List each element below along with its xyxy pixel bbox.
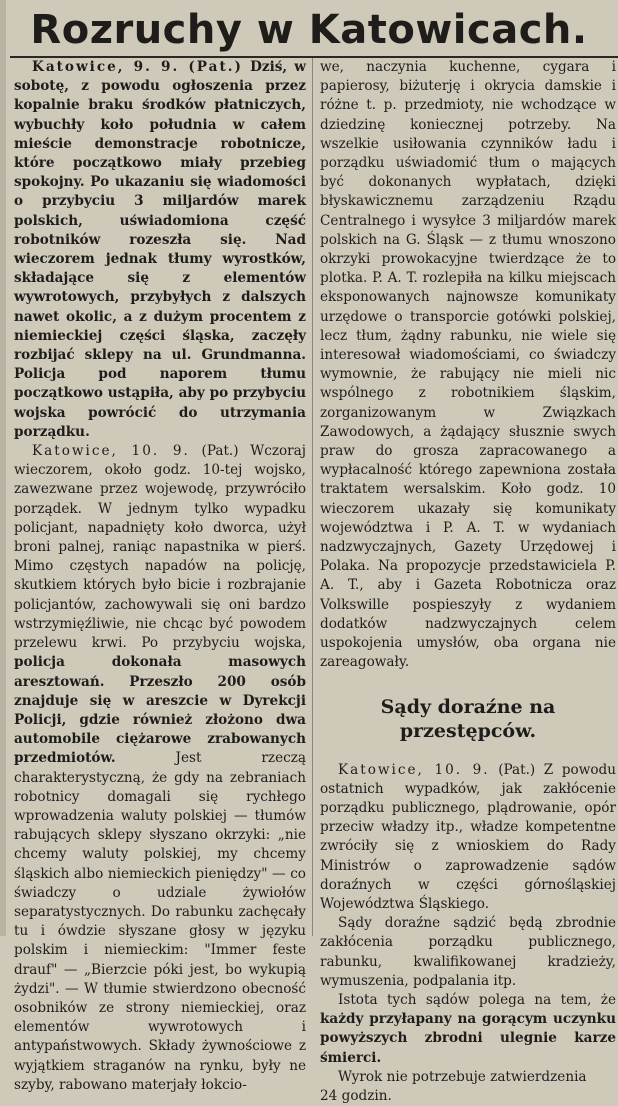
page-edge <box>0 0 6 936</box>
arrests-bold-text: policja dokonała masowych aresztowań. Przeszło 200 osób znajduje się w areszcie w Dyrekcji Policji, gdzie również złożono dwa automobile ciężarowe zrabowanych przedmiotów. <box>14 654 306 767</box>
dateline: Katowice, 10. 9. <box>338 761 490 778</box>
dateline: Katowice, 10. 9. <box>32 443 190 460</box>
agency-tag: (Pat.) <box>201 443 239 460</box>
paragraph-text: Wyrok nie potrzebuje zatwierdzenia <box>338 1068 587 1085</box>
paragraph-verdict-tail: 24 godzin. <box>320 1087 392 1104</box>
dateline: Katowice, 9. 9. (Pat.) <box>32 59 243 75</box>
paragraph-army-restores-order <box>14 442 306 1095</box>
paragraph-text: Istota tych sądów polega na tem, że <box>338 991 616 1008</box>
column-right <box>320 58 616 1104</box>
paragraph-continuation: we, naczynia kuchenne, cygara i papierosy, biżuterję i okrycia damskie i różne t. p. przedmioty, nie wchodzące w dziedzinę koniecznej potrzeby. Na wszelkie usiłowania czynników ładu i porządku uświadomić tłum o mających być dokonanych wypłatach, dzięki błyskawicznemu zarządzeniu Rządu Centralnego i wysyłce 3 miljardów marek polskich na G. Śląsk — z tłumu wnoszono okrzyki prowokacyjne twierdzące że to plotka. P. A. T. rozlepiła na kilku miejscach eksponowanych najnowsze komunikaty urzędowe o transporcie gotówki polskiej, lecz tłum, żądny rabunku, nie wiele się interesował wiadomościami, co świadczy wymownie, że rabujący nie mieli nic wspólnego z robotnikiem śląskim, zorganizowanym w Związkach Zawodowych, a żądający słusznie swych praw do grosza zapracowanego a wypłacalność którego zapewniona została traktatem wersalskim. Koło godz. 10 wieczorem ukazały się komunikaty województwa i P. A. T. w wydaniach nadzwyczajnych, Gazety Urzędowej i Polaka. Na propozycje przedstawiciela P. A. T., aby i Gazeta Robotnicza oraz Volkswille pospieszyły z wydaniem dodatków nadzwyczajnych celem uspokojenia umysłów, oba organa nie zareagowały. <box>320 59 616 671</box>
death-penalty-bold-text: każdy przyłapany na gorącym uczynku powyższych zbrodni ulegnie karze śmierci. <box>320 1011 616 1066</box>
paragraph-death-penalty <box>320 991 616 1068</box>
paragraph-text-continued: Jest rzeczą charakterystyczną, że gdy na zebraniach robotnicy domagali się rychłego wprowadzenia waluty polskiej — tłumów rabujących sklepy słyszano okrzyki: „nie chcemy waluty polskiej, my chcemy śląskich albo niemieckich pieniędzy" — co świadczy o udziale żywiołów separatystycznych. Do rabunku zachęcały tu i ówdzie słyszane głosy w języku polskim i niemieckim: "Immer feste drauf" — „Bierzcie póki jest, bo wykupią żydzi". — W tłumie stwierdzono obecność osobników ze strony niemieckiej, oraz elementów wywrotowych i antypaństwowych. Składy żywnościowe z wyjątkiem straganów na rynku, były ne szyby, rabowano materjały łokcio- <box>14 750 306 1093</box>
paragraph-text: Z powodu ostatnich wypadków, jak zakłócenie porządku publicznego, plądrowanie, opór przeciw władzy itp., władze kompetentne zwróciły się z wnioskiem do Rady Ministrów o zaprowadzenie sądów doraźnych w części górnośląskiej Województwa Śląskiego. <box>320 761 616 912</box>
agency-tag: (Pat.) <box>498 761 536 778</box>
paragraph-riots-saturday <box>14 58 306 442</box>
paragraph-crimes: Sądy doraźne sądzić będą zbrodnie zakłócenia porządku publicznego, rabunku, kwalifikowanej kradzieży, wymuszenia, podpalania itp. <box>320 915 616 989</box>
article-title: Rozruchy w Katowicach. <box>30 7 588 53</box>
column-left <box>14 58 306 1093</box>
paragraph-verdict <box>320 1068 616 1087</box>
paragraph-text: Wczoraj wieczorem, około godz. 10-tej wojsko, zawezwane przez wojewodę, przywróciło porządek. W jednym tylko wypadku policjant, napadnięty koło dworca, użył broni palnej, raniąc napastnika w pierś. Mimo częstych napadów na policję, skutkiem których było bicie i rozbrajanie policjantów, zachowywali się oni bardzo wstrzymięźliwie, nie chcąc być powodem przelewu krwi. Po przybyciu wojska, <box>14 443 306 652</box>
subheading-summary-courts: Sądy doraźne na przestępców. <box>380 695 556 742</box>
paragraph-text: Dziś, w sobotę, z powodu ogłoszenia przez kopalnie braku środków płatniczych, wybuchły koło południa w całem mieście demonstracje robotnicze, które początkowo miały przebieg spokojny. Po ukazaniu się wiadomości o przybyciu 3 miljardów marek polskich, uświadomiona część robotników rozeszła się. Nad wieczorem jednak tłumy wyrostków, składające się z elementów wywrotowych, przybyłych z dalszych nawet okolic, a z dużym procentem z niemieckiej części śląska, zaczęły rozbijać sklepy na ul. Grundmanna. Policja pod naporem tłumu początkowo ustąpiła, aby po przybyciu wojska powrócić do utrzymania porządku. <box>14 59 306 440</box>
paragraph-summary-courts <box>320 761 616 915</box>
column-divider <box>312 58 313 936</box>
